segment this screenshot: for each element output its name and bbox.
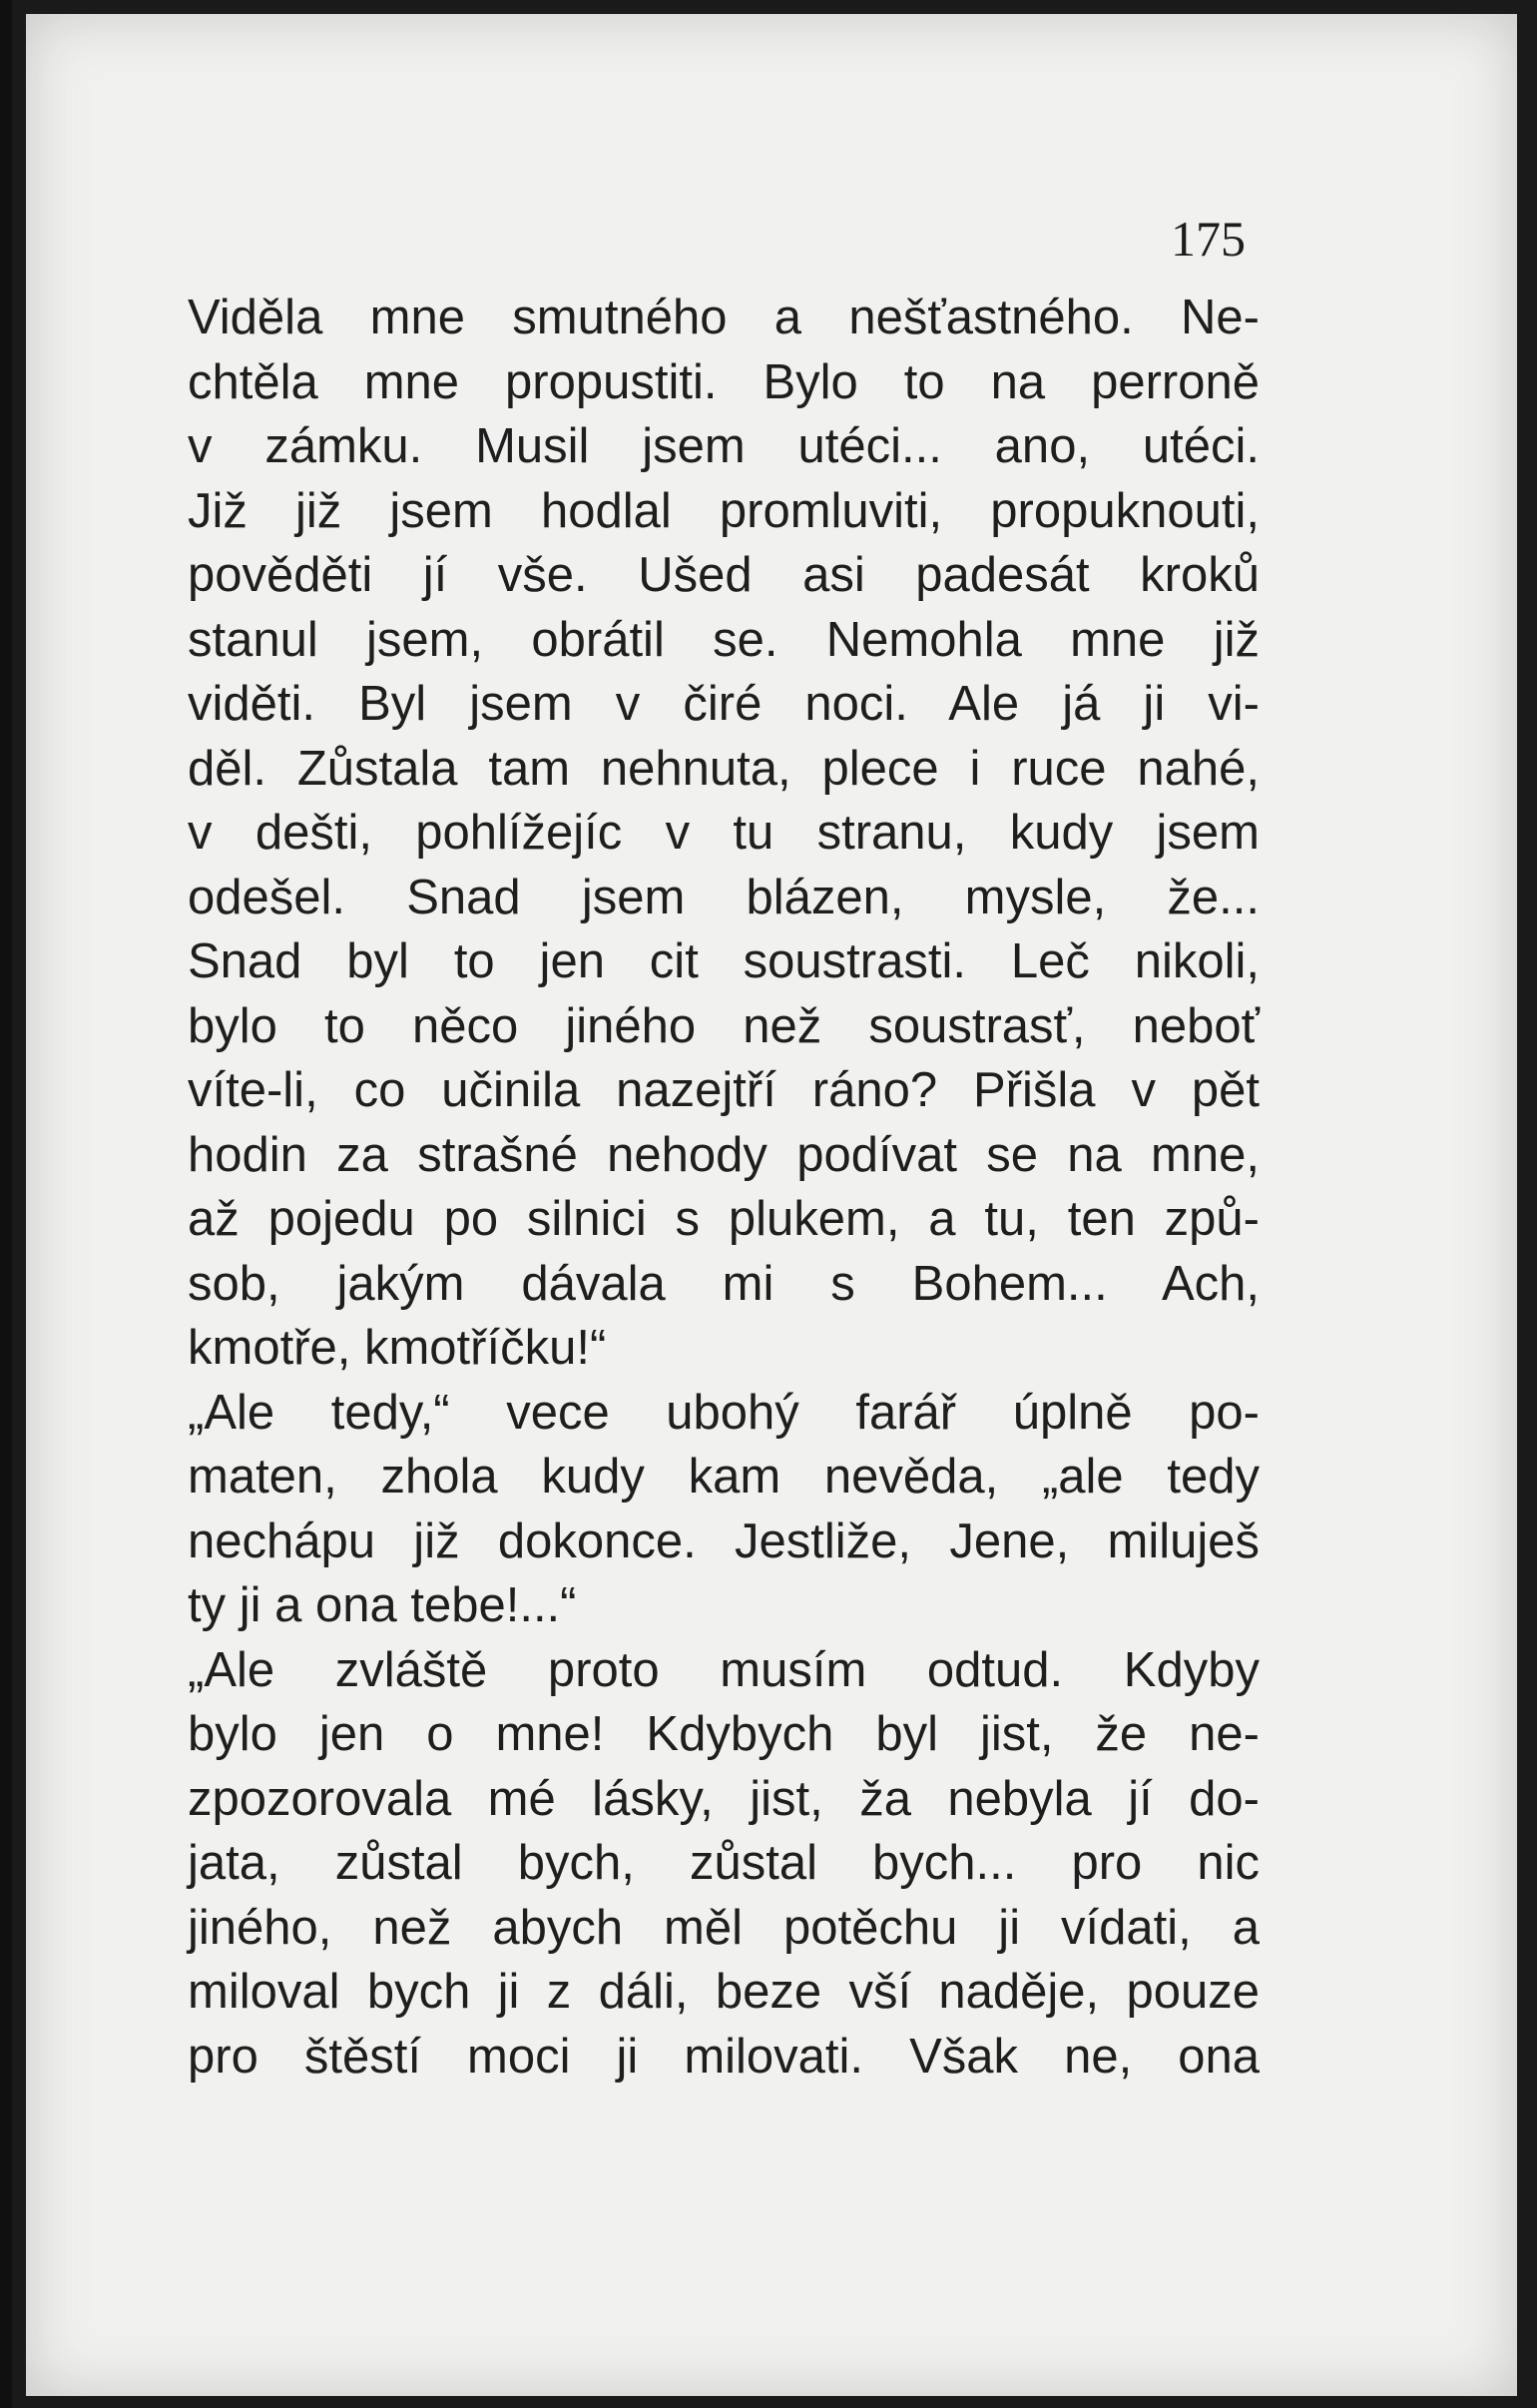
text-line: nechápu již dokonce. Jestliže, Jene, miluješ <box>188 1513 1260 1568</box>
page-number: 175 <box>1171 211 1246 267</box>
text-line: Viděla mne smutného a nešťastného. Ne- <box>188 291 1260 344</box>
text-line: „Ale tedy,“ vece ubohý farář úplně po- <box>188 1385 1260 1440</box>
text-line: ty ji a ona tebe!...“ <box>188 1578 577 1632</box>
text-line: hodin za strašné nehody podívat se na mne, <box>188 1127 1260 1182</box>
book-spine-edge <box>0 0 12 2408</box>
text-line: chtěla mne propustiti. Bylo to na perroně <box>188 354 1260 409</box>
text-line: kmotře, kmotříčku!“ <box>188 1321 607 1375</box>
text-line: maten, zhola kudy kam nevěda, „ale tedy <box>188 1450 1260 1504</box>
text-line: víte-li, co učinila nazejtří ráno? Přišla v pět <box>188 1063 1260 1117</box>
text-line: pověděti jí vše. Ušed asi padesát kroků <box>188 548 1260 602</box>
text-line: až pojedu po silnici s plukem, a tu, ten způ- <box>188 1192 1260 1246</box>
text-line: pro štěstí moci ji milovati. Však ne, ona <box>188 2029 1260 2084</box>
text-line: zpozorovala mé lásky, jist, ža nebyla jí do- <box>188 1771 1260 1826</box>
text-line: jiného, než abych měl potěchu ji vídati, a <box>188 1900 1260 1955</box>
text-line: děl. Zůstala tam nehnuta, plece i ruce nahé, <box>188 741 1260 796</box>
text-line: stanul jsem, obrátil se. Nemohla mne již <box>188 612 1260 667</box>
text-line: viděti. Byl jsem v čiré noci. Ale já ji vi- <box>188 677 1260 731</box>
text-line: v zámku. Musil jsem utéci... ano, utéci. <box>188 419 1260 473</box>
text-line: odešel. Snad jsem blázen, mysle, že... <box>188 870 1260 924</box>
text-line: miloval bych ji z dáli, beze vší naděje, pouze <box>188 1965 1260 2019</box>
text-line: bylo jen o mne! Kdybych byl jist, že ne- <box>188 1707 1260 1761</box>
text-line: „Ale zvláště proto musím odtud. Kdyby <box>188 1642 1260 1697</box>
text-line: Snad byl to jen cit soustrasti. Leč nikoli, <box>188 934 1260 988</box>
text-line: Již již jsem hodlal promluviti, propuknouti, <box>188 483 1260 538</box>
body-text <box>188 286 1260 2089</box>
text-line: bylo to něco jiného než soustrasť, neboť <box>188 998 1260 1053</box>
text-line: v dešti, pohlížejíc v tu stranu, kudy jsem <box>188 806 1260 860</box>
text-line: jata, zůstal bych, zůstal bych... pro nic <box>188 1836 1260 1890</box>
text-line: sob, jakým dávala mi s Bohem... Ach, <box>188 1256 1260 1311</box>
